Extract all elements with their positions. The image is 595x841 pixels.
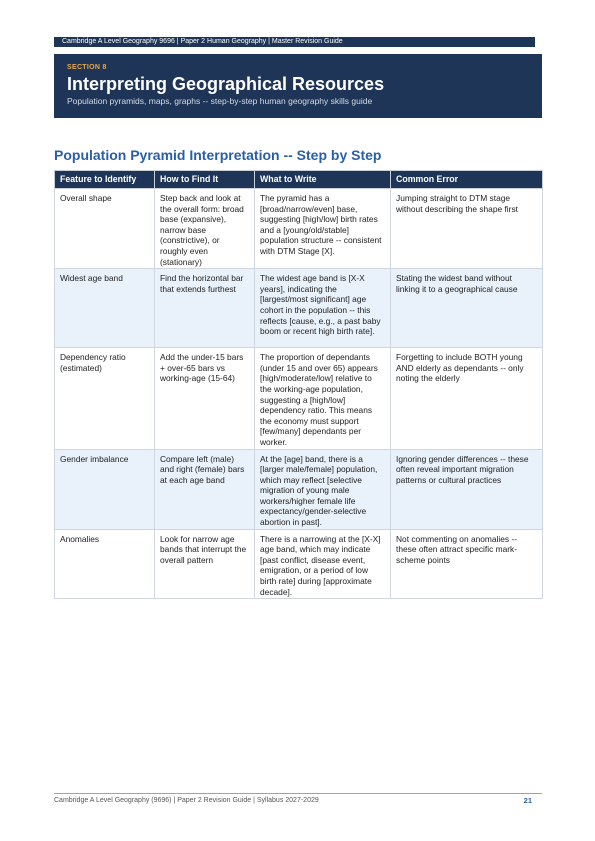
column-header-what: What to Write [255,171,391,189]
table-cell: The proportion of dependants (under 15 and over 65) appears [high/moderate/low] relative to the working-age population, suggesting a [high/low] dependency ratio. This means the economy must support [few/many] dependants per worker. [255,348,391,449]
table-cell: Find the horizontal bar that extends furthest [155,269,255,348]
table-cell: Look for narrow age bands that interrupt the overall pattern [155,529,255,599]
page-subtitle: Population pyramids, maps, graphs -- step-by-step human geography skills guide [67,96,373,106]
section-label: SECTION 8 [67,64,107,71]
table-cell: There is a narrowing at the [X-X] age band, which may indicate [past conflict, disease event, emigration, or a period of low birth rate] during [approximate decade]. [255,529,391,599]
running-header: Cambridge A Level Geography 9696 | Paper 2 Human Geography | Master Revision Guide [54,37,535,47]
column-header-how: How to Find It [155,171,255,189]
table-cell: Add the under-15 bars + over-65 bars vs working-age (15-64) [155,348,255,449]
section-heading: Population Pyramid Interpretation -- Step by Step [54,147,382,163]
section-banner [54,54,542,118]
table-cell: At the [age] band, there is a [larger male/female] population, which may reflect [selective migration of young male workers/higher female life expectancy/gender-selective abortion in past]. [255,449,391,529]
table-cell: Not commenting on anomalies -- these often attract specific mark-scheme points [391,529,543,599]
footer-divider [54,793,542,794]
footer-text: Cambridge A Level Geography (9696) | Paper 2 Revision Guide | Syllabus 2027-2029 [54,797,319,804]
table-cell: The pyramid has a [broad/narrow/even] base, suggesting [high/low] birth rates and a [young/old/stable] population structure -- consistent with DTM Stage [X]. [255,189,391,269]
table-cell: Overall shape [55,189,155,269]
table-cell: Widest age band [55,269,155,348]
table-cell: Dependency ratio (estimated) [55,348,155,449]
table-cell: Compare left (male) and right (female) bars at each age band [155,449,255,529]
table-row [55,348,543,449]
table-row [55,189,543,269]
table-cell: Step back and look at the overall form: broad base (expansive), narrow base (constrictive), or roughly even (stationary) [155,189,255,269]
table-cell: Gender imbalance [55,449,155,529]
table-cell: Anomalies [55,529,155,599]
page-title: Interpreting Geographical Resources [67,74,385,94]
table-header-row [55,171,543,189]
table-cell: Forgetting to include BOTH young AND elderly as dependants -- only noting the elderly [391,348,543,449]
column-header-error: Common Error [391,171,543,189]
page-number: 21 [523,796,532,805]
table-cell: Stating the widest band without linking it to a geographical cause [391,269,543,348]
table-cell: Ignoring gender differences -- these often reveal important migration patterns or cultural practices [391,449,543,529]
table-row [55,449,543,529]
column-header-feature: Feature to Identify [55,171,155,189]
table-cell: Jumping straight to DTM stage without describing the shape first [391,189,543,269]
table-row [55,269,543,348]
table-row [55,529,543,599]
table-cell: The widest age band is [X-X years], indicating the [largest/most significant] age cohort in the population -- this reflects [cause, e.g., a past baby boom or recent high birth rate]. [255,269,391,348]
interpretation-table [54,170,543,599]
